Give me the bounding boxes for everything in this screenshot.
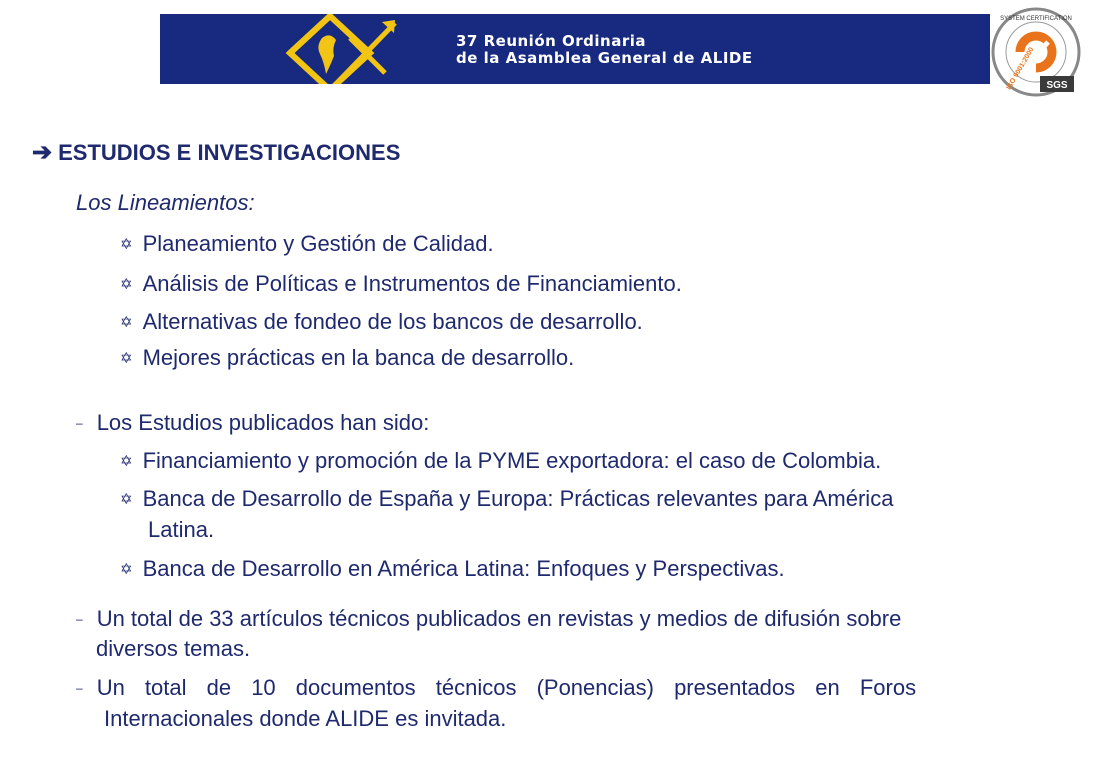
cert-sgs-text: SGS bbox=[1046, 80, 1068, 91]
section-heading bbox=[32, 138, 400, 167]
star-bullet-icon: ✡ bbox=[120, 276, 133, 293]
guideline-text: Planeamiento y Gestión de Calidad. bbox=[142, 231, 494, 256]
guideline-item bbox=[120, 271, 682, 297]
dash-bullet-icon: – bbox=[76, 416, 83, 430]
study-text: Financiamiento y promoción de la PYME exportadora: el caso de Colombia. bbox=[142, 448, 882, 473]
documents-text: Un total de 10 documentos técnicos (Ponencias) presentados en Foros bbox=[96, 675, 917, 700]
iso-certification-seal-icon bbox=[990, 6, 1082, 98]
guideline-text: Mejores prácticas en la banca de desarrollo. bbox=[142, 345, 575, 370]
star-bullet-icon: ✡ bbox=[120, 561, 133, 578]
articles-item bbox=[76, 606, 901, 632]
arrow-right-icon: ➔ bbox=[32, 139, 53, 166]
cert-system-text: SYSTEM CERTIFICATION bbox=[1000, 16, 1072, 22]
star-bullet-icon: ✡ bbox=[120, 314, 133, 331]
articles-text: Un total de 33 artículos técnicos publicados en revistas y medios de difusión sobre bbox=[96, 606, 902, 631]
guidelines-subheading: Los Lineamientos: bbox=[76, 190, 255, 215]
banner-title-line1: 37 Reunión Ordinaria bbox=[456, 32, 647, 50]
guideline-text: Alternativas de fondeo de los bancos de desarrollo. bbox=[142, 309, 643, 334]
banner-title-line2: de la Asamblea General de ALIDE bbox=[456, 49, 753, 67]
study-item bbox=[120, 486, 893, 512]
star-bullet-icon: ✡ bbox=[120, 453, 133, 470]
studies-intro bbox=[76, 410, 429, 436]
dash-bullet-icon: – bbox=[76, 681, 83, 695]
star-bullet-icon: ✡ bbox=[120, 491, 133, 508]
study-text: Banca de Desarrollo de España y Europa: Prácticas relevantes para América bbox=[142, 486, 894, 511]
header-banner bbox=[160, 14, 990, 84]
dash-bullet-icon: – bbox=[76, 612, 83, 626]
guideline-item bbox=[120, 309, 643, 335]
alide-logo-icon bbox=[270, 14, 410, 84]
guideline-text: Análisis de Políticas e Instrumentos de Financiamiento. bbox=[142, 271, 682, 296]
section-heading-text: ESTUDIOS E INVESTIGACIONES bbox=[58, 139, 401, 165]
articles-text-continuation: diversos temas. bbox=[96, 636, 251, 661]
guideline-item bbox=[120, 231, 494, 257]
star-bullet-icon: ✡ bbox=[120, 350, 133, 367]
documents-item bbox=[76, 675, 916, 701]
star-bullet-icon: ✡ bbox=[120, 236, 133, 253]
study-item bbox=[120, 448, 881, 474]
studies-intro-text: Los Estudios publicados han sido: bbox=[96, 410, 430, 435]
banner-title bbox=[456, 33, 753, 67]
documents-text-continuation: Internacionales donde ALIDE es invitada. bbox=[104, 706, 507, 731]
study-text: Banca de Desarrollo en América Latina: Enfoques y Perspectivas. bbox=[142, 556, 785, 581]
study-text-continuation: Latina. bbox=[148, 517, 215, 542]
cert-iso-text: ISO 9001:2000 bbox=[1005, 46, 1036, 91]
guideline-item bbox=[120, 345, 574, 371]
study-item bbox=[120, 556, 785, 582]
